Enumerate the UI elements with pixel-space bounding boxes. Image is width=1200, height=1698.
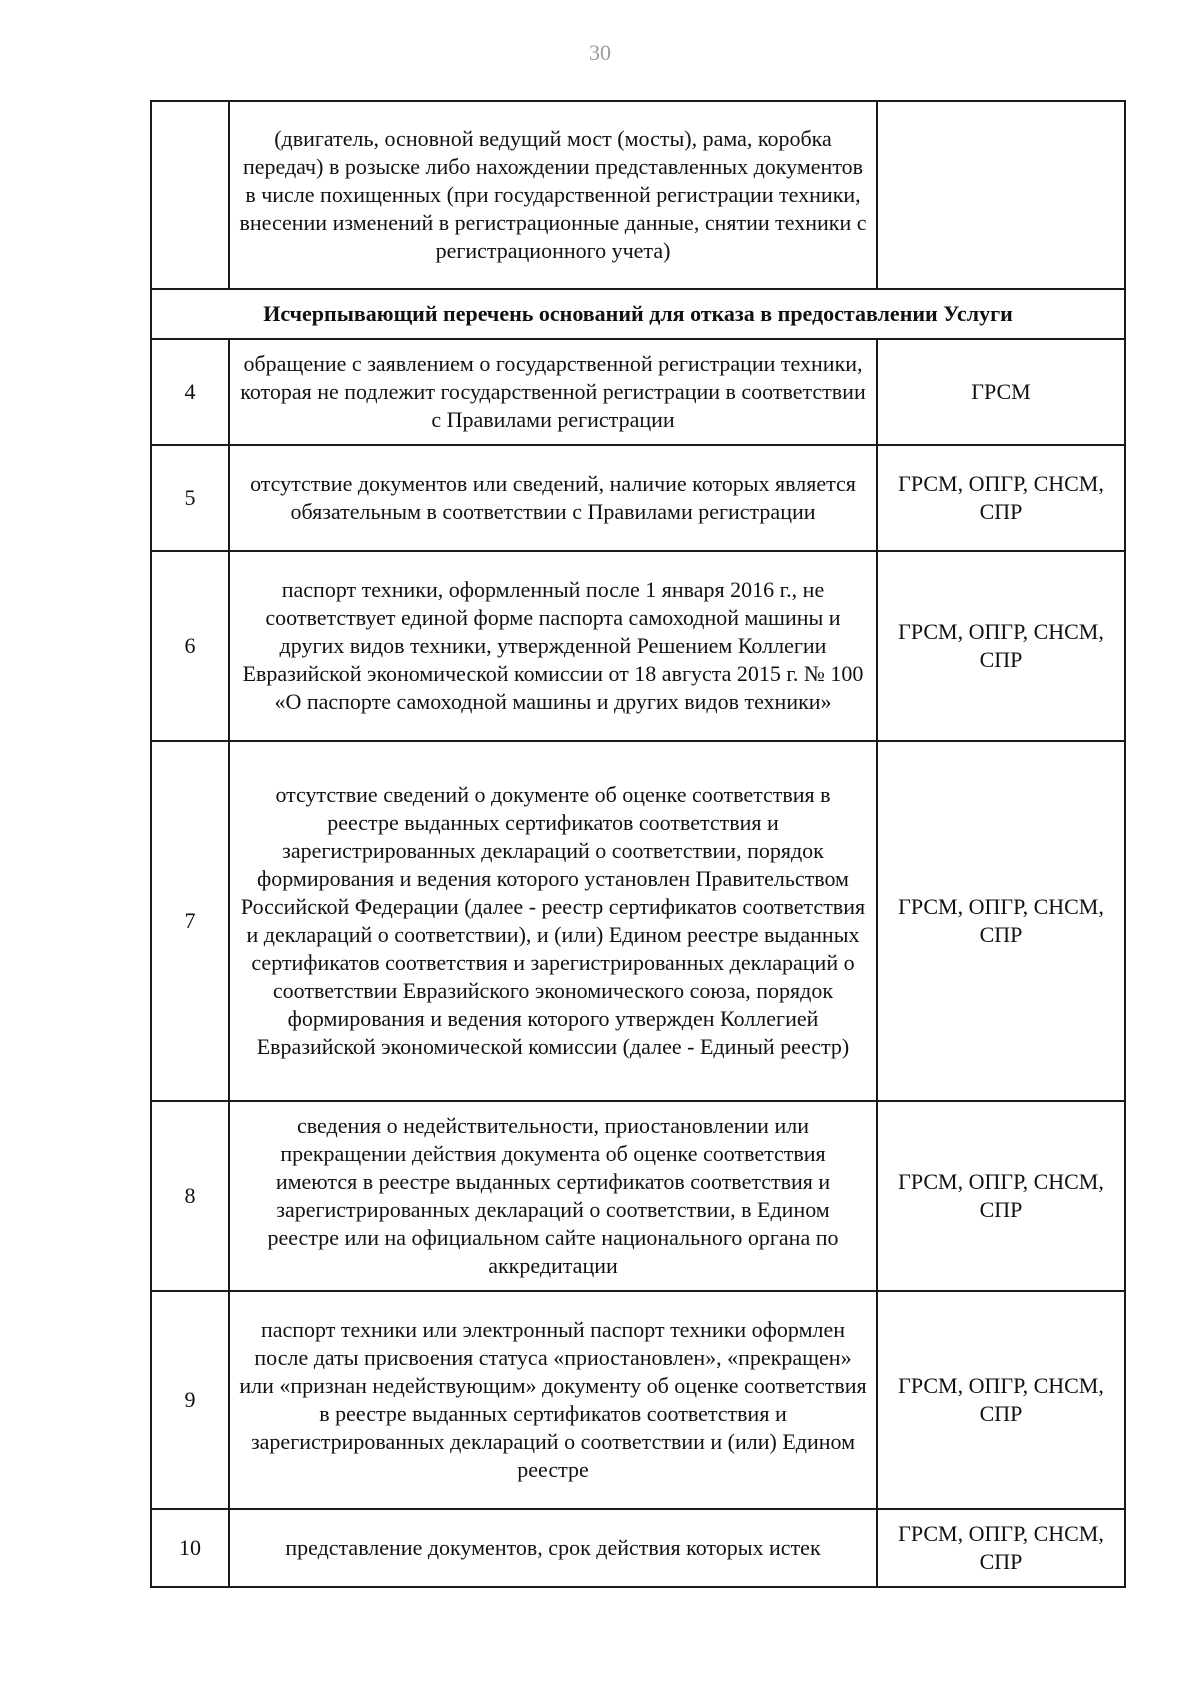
row-number-cell: 10 — [151, 1509, 229, 1587]
row-number-cell: 4 — [151, 339, 229, 445]
section-header-row — [151, 289, 1125, 339]
row-number-cell: 7 — [151, 741, 229, 1101]
table-row — [151, 1509, 1125, 1587]
row-number-cell: 5 — [151, 445, 229, 551]
table-row — [151, 339, 1125, 445]
row-text-cell: (двигатель, основной ведущий мост (мосты), рама, коробка передач) в розыске либо нахождении представленных документов в числе похищенных (при государственной регистрации техники, внесении изменений в регистрационные данные, снятии техники с регистрационного учета) — [229, 101, 877, 289]
page-number: 30 — [589, 40, 611, 65]
row-codes-cell: ГРСМ, ОПГР, СНСМ, СПР — [877, 1509, 1125, 1587]
row-text-cell: представление документов, срок действия которых истек — [229, 1509, 877, 1587]
table-row — [151, 445, 1125, 551]
grounds-table — [150, 100, 1126, 1588]
row-codes-cell: ГРСМ, ОПГР, СНСМ, СПР — [877, 1101, 1125, 1291]
table-row — [151, 741, 1125, 1101]
row-codes-cell: ГРСМ, ОПГР, СНСМ, СПР — [877, 445, 1125, 551]
row-text-cell: сведения о недействительности, приостановлении или прекращении действия документа об оценке соответствия имеются в реестре выданных сертификатов соответствия и зарегистрированных деклараций о соответствии, в Едином реестре или на официальном сайте национального органа по аккредитации — [229, 1101, 877, 1291]
row-number-cell — [151, 101, 229, 289]
row-codes-cell: ГРСМ, ОПГР, СНСМ, СПР — [877, 551, 1125, 741]
row-text-cell: отсутствие документов или сведений, наличие которых является обязательным в соответствии с Правилами регистрации — [229, 445, 877, 551]
row-codes-cell: ГРСМ — [877, 339, 1125, 445]
row-codes-cell: ГРСМ, ОПГР, СНСМ, СПР — [877, 741, 1125, 1101]
table-row — [151, 1101, 1125, 1291]
row-text-cell: обращение с заявлением о государственной регистрации техники, которая не подлежит государственной регистрации в соответствии с Правилами регистрации — [229, 339, 877, 445]
row-number-cell: 9 — [151, 1291, 229, 1509]
row-codes-cell: ГРСМ, ОПГР, СНСМ, СПР — [877, 1291, 1125, 1509]
row-text-cell: отсутствие сведений о документе об оценке соответствия в реестре выданных сертификатов соответствия и зарегистрированных деклараций о соответствии, порядок формирования и ведения которого установлен Правительством Российской Федерации (далее - реестр сертификатов соответствия и деклараций о соответствии), и (или) Едином реестре выданных сертификатов соответствия и зарегистрированных деклараций о соответствии Евразийского экономического союза, порядок формирования и ведения которого утвержден Коллегией Евразийской экономической комиссии (далее - Единый реестр) — [229, 741, 877, 1101]
section-header: Исчерпывающий перечень оснований для отказа в предоставлении Услуги — [151, 289, 1125, 339]
row-number-cell: 8 — [151, 1101, 229, 1291]
row-text-cell: паспорт техники или электронный паспорт техники оформлен после даты присвоения статуса «приостановлен», «прекращен» или «признан недействующим» документу об оценке соответствия в реестре выданных сертификатов соответствия и зарегистрированных деклараций о соответствии и (или) Едином реестре — [229, 1291, 877, 1509]
row-number-cell: 6 — [151, 551, 229, 741]
table-row — [151, 1291, 1125, 1509]
table-row — [151, 101, 1125, 289]
row-text-cell: паспорт техники, оформленный после 1 января 2016 г., не соответствует единой форме паспорта самоходной машины и других видов техники, утвержденной Решением Коллегии Евразийской экономической комиссии от 18 августа 2015 г. № 100 «О паспорте самоходной машины и других видов техники» — [229, 551, 877, 741]
table-row — [151, 551, 1125, 741]
row-codes-cell — [877, 101, 1125, 289]
